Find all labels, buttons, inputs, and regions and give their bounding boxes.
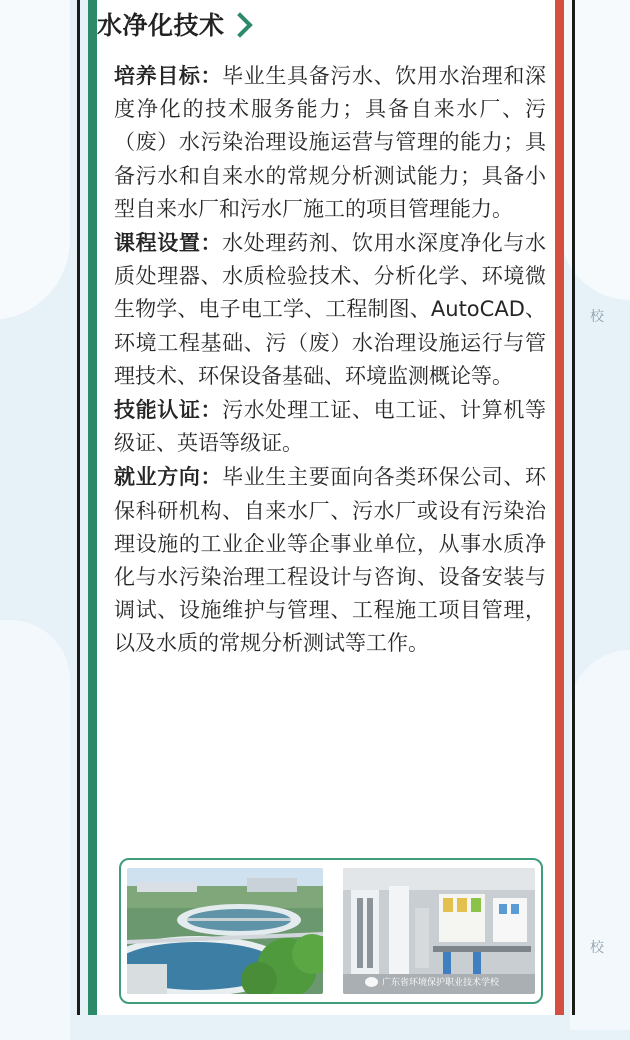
chevron-right-icon — [227, 12, 252, 37]
background-decoration — [570, 650, 630, 1030]
background-decoration — [0, 620, 70, 1040]
image-gallery — [119, 858, 543, 1004]
paragraph-employment — [114, 461, 546, 660]
paragraph-training-goal — [114, 60, 546, 226]
paragraph-text: 毕业生具备污水、饮用水治理和深度净化的技术服务能力；具备自来水厂、污（废）水污染治理设施运营与管理的能力；具备污水和自来水的常规分析测试能力；具备小型自来水厂和污水厂施工的项目管理能力。 — [114, 64, 547, 221]
paragraph-label: 培养目标： — [114, 64, 223, 88]
frame-border-right — [572, 0, 575, 1015]
watermark-text: 校 — [590, 940, 604, 956]
paragraph-text: 污水处理工证、电工证、计算机等级证、英语等级证。 — [114, 398, 547, 456]
background-decoration — [0, 0, 70, 320]
caption-text: 广东省环境保护职业技术学校 — [382, 978, 500, 988]
section-header[interactable] — [97, 6, 249, 42]
page-title: 水净化技术 — [97, 11, 225, 40]
paragraph-text: 水处理药剂、饮用水深度净化与水质处理器、水质检验技术、分析化学、环境微生物学、电子电工学、工程制图、AutoCAD、环境工程基础、污（废）水治理设施运行与管理技术、环保设备基础、环境监测概论等。 — [114, 231, 547, 388]
photo-laboratory-equipment[interactable] — [343, 868, 535, 994]
article-body — [114, 60, 546, 662]
watermark-text: 校 — [590, 309, 604, 325]
wechat-icon — [365, 977, 378, 987]
background-decoration — [560, 0, 630, 300]
image-caption — [365, 975, 499, 988]
paragraph-text: 毕业生主要面向各类环保公司、环保科研机构、自来水厂、污水厂或设有污染治理设施的工业企业等企事业单位，从事水质净化与水污染治理工程设计与咨询、设备安装与调试、设施维护与管理、工程施工项目管理，以及水质的常规分析测试等工作。 — [114, 465, 547, 656]
paragraph-label: 课程设置： — [114, 231, 223, 256]
frame-border-left — [77, 0, 80, 1015]
article-panel — [97, 0, 555, 1015]
paragraph-curriculum — [114, 227, 546, 393]
accent-stripe-red — [555, 0, 564, 1015]
paragraph-label: 就业方向： — [114, 465, 223, 490]
paragraph-certification — [114, 394, 546, 460]
accent-stripe-green — [88, 0, 97, 1015]
paragraph-label: 技能认证： — [114, 398, 223, 423]
photo-water-treatment-plant[interactable] — [127, 868, 323, 994]
